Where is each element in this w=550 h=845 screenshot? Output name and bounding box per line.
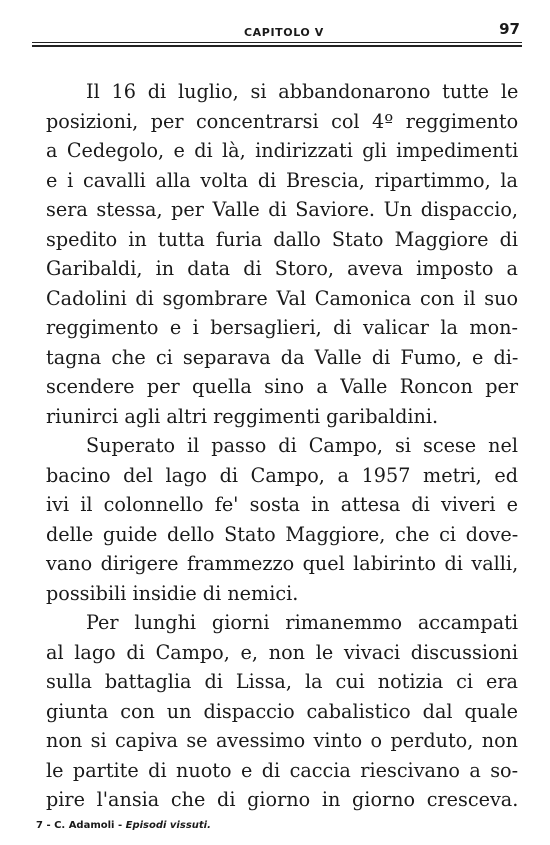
text-line: spedito in tutta furia dallo Stato Maggiore di	[46, 227, 518, 251]
page-number: 97	[499, 20, 520, 38]
text-line: pire l'ansia che di giorno in giorno cresceva.	[46, 788, 519, 811]
header-rule	[32, 42, 522, 47]
running-head: CAPITOLO V	[244, 26, 324, 39]
text-line: Garibaldi, in data di Storo, aveva imposto a	[46, 257, 518, 280]
paragraph	[46, 608, 518, 815]
text-line: Superato il passo di Campo, si scese nel	[86, 434, 518, 457]
text-line: vano dirigere frammezzo quel labirinto di valli,	[46, 552, 519, 575]
text-line: le partite di nuoto e di caccia riescivano a so-	[46, 758, 519, 782]
text-line: e i cavalli alla volta di Brescia, ripartimmo, la	[46, 168, 518, 192]
text-line: Il 16 di luglio, si abbandonarono tutte le	[86, 80, 519, 103]
text-line: sera stessa, per Valle di Saviore. Un dispaccio,	[46, 198, 518, 221]
book-title: Episodi vissuti.	[125, 820, 211, 831]
text-line: bacino del lago di Campo, a 1957 metri, ed	[46, 463, 518, 487]
text-line: Per lunghi giorni rimanemmo accampati	[86, 611, 518, 634]
text-line: tagna che ci separava da Valle di Fumo, e di-	[46, 345, 519, 369]
text-line: possibili insidie di nemici.	[46, 581, 299, 605]
text-line: non si capiva se avessimo vinto o perduto, non	[46, 729, 518, 752]
text-line: ivi il colonnello fe' sosta in attesa di viveri e	[46, 493, 518, 516]
text-line: a Cedegolo, e di là, indirizzati gli impedimenti	[46, 139, 519, 162]
paragraph	[46, 77, 518, 431]
text-line: Cadolini di sgombrare Val Camonica con il suo	[46, 286, 519, 310]
page-footer	[36, 820, 211, 831]
text-line: riunirci agli altri reggimenti garibaldini.	[46, 404, 439, 428]
text-line: sulla battaglia di Lissa, la cui notizia ci era	[46, 670, 518, 693]
text-line: posizioni, per concentrarsi col 4º reggimento	[46, 109, 519, 133]
text-line: delle guide dello Stato Maggiore, che ci dove-	[46, 522, 519, 546]
text-line: al lago di Campo, e, non le vivaci discussioni	[46, 640, 519, 664]
paragraph	[46, 431, 518, 608]
text-line: giunta con un dispaccio cabalistico dal quale	[46, 699, 519, 723]
text-line: scendere per quella sino a Valle Roncon per	[46, 375, 518, 398]
signature-mark: 7 - C. Adamoli -	[36, 820, 126, 831]
text-line: reggimento e i bersaglieri, di valicar la mon-	[46, 316, 518, 339]
body-text	[46, 77, 518, 815]
